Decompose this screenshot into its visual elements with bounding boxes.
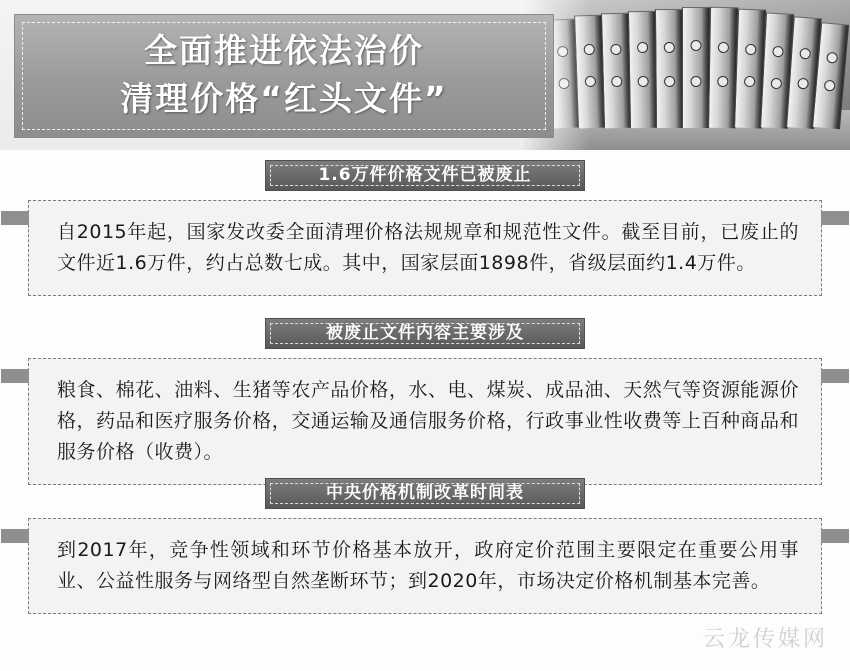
section-3-right-tab xyxy=(821,529,849,543)
section-3-body xyxy=(28,518,822,614)
title-plate xyxy=(14,14,554,138)
page-title-line-1: 全面推进依法治价 xyxy=(144,31,424,70)
section-3-heading-text: 中央价格机制改革时间表 xyxy=(326,483,524,503)
section-3-body-text: 到2017年，竞争性领域和环节价格基本放开，政府定价范围主要限定在重要公用事业、公益性服务与网络型自然垄断环节；到2020年，市场决定价格机制基本完善。 xyxy=(57,539,799,592)
page-title-line-2: 清理价格“红头文件” xyxy=(120,79,448,118)
section-1-heading-text: 1.6万件价格文件已被废止 xyxy=(318,165,532,185)
binder-8 xyxy=(708,7,738,128)
section-1-left-tab xyxy=(1,211,29,225)
header-banner xyxy=(0,0,850,150)
section-2-heading-text: 被废止文件内容主要涉及 xyxy=(326,323,524,343)
section-2-body xyxy=(28,358,822,485)
binder-6 xyxy=(655,9,684,128)
section-scope-of-documents xyxy=(28,318,822,485)
section-documents-abolished xyxy=(28,160,822,296)
section-1-heading xyxy=(265,160,585,191)
section-reform-timeline xyxy=(28,478,822,614)
section-2-left-tab xyxy=(1,369,29,383)
page-title xyxy=(15,27,553,123)
section-3-left-tab xyxy=(1,529,29,543)
watermark: 云龙传媒网 xyxy=(702,627,828,652)
binders-photo xyxy=(520,0,850,150)
section-1-right-tab xyxy=(821,211,849,225)
section-2-body-text: 粮食、棉花、油料、生猪等农产品价格，水、电、煤炭、成品油、天然气等资源能源价格，药品和医疗服务价格，交通运输及通信服务价格，行政事业性收费等上百种商品和服务价格（收费）。 xyxy=(57,379,799,463)
section-2-heading xyxy=(265,318,585,349)
section-1-body-text: 自2015年起，国家发改委全面清理价格法规规章和规范性文件。截至目前，已废止的文件近1.6万件，约占总数七成。其中，国家层面1898件，省级层面约1.4万件。 xyxy=(57,221,799,274)
section-1-body xyxy=(28,200,822,296)
section-3-heading xyxy=(265,478,585,509)
binder-5 xyxy=(628,11,658,128)
binder-7 xyxy=(682,7,710,128)
section-2-right-tab xyxy=(821,369,849,383)
